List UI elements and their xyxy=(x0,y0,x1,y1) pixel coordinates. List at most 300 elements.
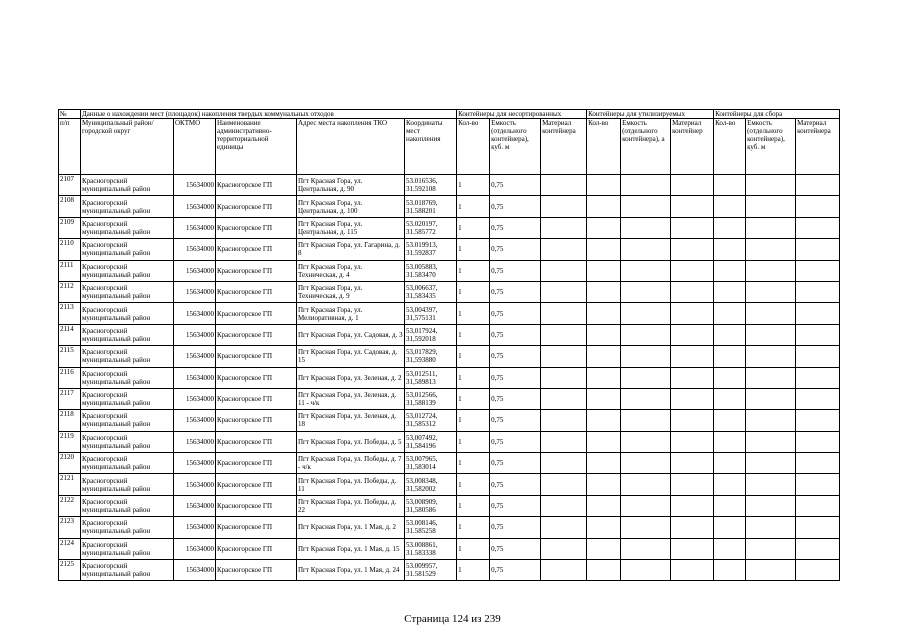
oktmo-cell: 15634000 xyxy=(174,410,216,431)
oktmo-cell: 15634000 xyxy=(174,453,216,474)
table-row xyxy=(59,538,840,559)
municipal-cell: Красногорский муниципальный район xyxy=(81,474,174,495)
capacity-unsorted-cell: 0,75 xyxy=(490,260,541,281)
capacity-unsorted-cell: 0,75 xyxy=(490,281,541,302)
capacity-recycle-cell xyxy=(621,367,671,388)
qty-collect-cell xyxy=(714,346,746,367)
table-row xyxy=(59,388,840,409)
address-cell: Пгт Красная Гора, ул. 1 Мая, д. 24 xyxy=(297,560,405,581)
capacity-recycle-cell xyxy=(621,260,671,281)
admin-unit-cell: Красногорское ГП xyxy=(216,560,297,581)
qty-recycle-cell xyxy=(587,517,621,538)
address-cell: Пгт Красная Гора, ул. 1 Мая, д. 2 xyxy=(297,517,405,538)
capacity-unsorted-cell: 0,75 xyxy=(490,474,541,495)
qty-unsorted-cell: 1 xyxy=(457,410,490,431)
capacity-recycle-cell xyxy=(621,346,671,367)
admin-unit-cell: Красногорское ГП xyxy=(216,281,297,302)
material-unsorted-cell xyxy=(541,453,587,474)
material-recycle-cell xyxy=(671,303,714,324)
qty-unsorted-cell: 1 xyxy=(457,517,490,538)
row-number: 2125 xyxy=(59,560,81,581)
qty-unsorted-cell: 1 xyxy=(457,431,490,452)
material-collect-cell xyxy=(796,538,840,559)
capacity-collect-cell xyxy=(746,474,796,495)
table-row xyxy=(59,474,840,495)
address-cell: Пгт Красная Гора, ул. Гагарина, д. 8 xyxy=(297,239,405,260)
capacity-collect-cell xyxy=(746,346,796,367)
row-number: 2116 xyxy=(59,367,81,388)
admin-unit-cell: Красногорское ГП xyxy=(216,538,297,559)
material-recycle-cell xyxy=(671,281,714,302)
coords-cell: 53.016536, 31.592108 xyxy=(405,175,457,196)
capacity-collect-cell xyxy=(746,495,796,516)
municipal-cell: Красногорский муниципальный район xyxy=(81,196,174,217)
header-material-unsorted: Материал контейнера xyxy=(541,119,587,175)
coords-cell: 53,004397, 31,575131 xyxy=(405,303,457,324)
admin-unit-cell: Красногорское ГП xyxy=(216,495,297,516)
table-row xyxy=(59,560,840,581)
capacity-unsorted-cell: 0,75 xyxy=(490,217,541,238)
qty-collect-cell xyxy=(714,324,746,345)
capacity-unsorted-cell: 0,75 xyxy=(490,495,541,516)
header-no: № xyxy=(59,110,81,119)
row-number: 2114 xyxy=(59,324,81,345)
oktmo-cell: 15634000 xyxy=(174,239,216,260)
capacity-collect-cell xyxy=(746,388,796,409)
qty-recycle-cell xyxy=(587,410,621,431)
material-unsorted-cell xyxy=(541,239,587,260)
row-number: 2112 xyxy=(59,281,81,302)
row-number: 2115 xyxy=(59,346,81,367)
qty-unsorted-cell: 1 xyxy=(457,260,490,281)
capacity-collect-cell xyxy=(746,560,796,581)
material-collect-cell xyxy=(796,474,840,495)
row-number: 2118 xyxy=(59,410,81,431)
table-row xyxy=(59,281,840,302)
qty-recycle-cell xyxy=(587,367,621,388)
admin-unit-cell: Красногорское ГП xyxy=(216,196,297,217)
capacity-unsorted-cell: 0,75 xyxy=(490,239,541,260)
admin-unit-cell: Красногорское ГП xyxy=(216,260,297,281)
qty-collect-cell xyxy=(714,196,746,217)
table-row xyxy=(59,217,840,238)
coords-cell: 53,017829, 31,593880 xyxy=(405,346,457,367)
row-number: 2119 xyxy=(59,431,81,452)
material-unsorted-cell xyxy=(541,410,587,431)
qty-collect-cell xyxy=(714,431,746,452)
material-collect-cell xyxy=(796,281,840,302)
header-capacity-collect: Емкость (отдельного контейнера), куб. м xyxy=(746,119,796,175)
table-row xyxy=(59,324,840,345)
municipal-cell: Красногорский муниципальный район xyxy=(81,346,174,367)
capacity-unsorted-cell: 0,75 xyxy=(490,346,541,367)
coords-cell: 53,017924, 31,592018 xyxy=(405,324,457,345)
address-cell: Пгт Красная Гора, ул. Центральная, д. 100 xyxy=(297,196,405,217)
capacity-recycle-cell xyxy=(621,495,671,516)
capacity-collect-cell xyxy=(746,538,796,559)
admin-unit-cell: Красногорское ГП xyxy=(216,517,297,538)
admin-unit-cell: Красногорское ГП xyxy=(216,346,297,367)
header-coords: Координаты мест накопления xyxy=(405,119,457,175)
qty-unsorted-cell: 1 xyxy=(457,560,490,581)
header-admin-unit: Наименование административно-территориальной единицы xyxy=(216,119,297,175)
coords-cell: 53,008348, 31,582002 xyxy=(405,474,457,495)
oktmo-cell: 15634000 xyxy=(174,324,216,345)
qty-collect-cell xyxy=(714,388,746,409)
municipal-cell: Красногорский муниципальный район xyxy=(81,453,174,474)
admin-unit-cell: Красногорское ГП xyxy=(216,453,297,474)
material-unsorted-cell xyxy=(541,303,587,324)
coords-cell: 53,012511, 31,589813 xyxy=(405,367,457,388)
row-number: 2113 xyxy=(59,303,81,324)
qty-unsorted-cell: 1 xyxy=(457,453,490,474)
address-cell: Пгт Красная Гора, ул. Победы, д. 5 xyxy=(297,431,405,452)
material-collect-cell xyxy=(796,410,840,431)
admin-unit-cell: Красногорское ГП xyxy=(216,239,297,260)
header-municipal: Муниципальный район/городской округ xyxy=(81,119,174,175)
capacity-recycle-cell xyxy=(621,474,671,495)
material-recycle-cell xyxy=(671,388,714,409)
capacity-collect-cell xyxy=(746,410,796,431)
capacity-recycle-cell xyxy=(621,560,671,581)
capacity-unsorted-cell: 0,75 xyxy=(490,175,541,196)
address-cell: Пгт Красная Гора, ул. Зеленая, д. 11 - ч/к xyxy=(297,388,405,409)
coords-cell: 53.019913, 31.592837 xyxy=(405,239,457,260)
qty-unsorted-cell: 1 xyxy=(457,196,490,217)
material-collect-cell xyxy=(796,196,840,217)
qty-recycle-cell xyxy=(587,346,621,367)
table-row xyxy=(59,260,840,281)
qty-collect-cell xyxy=(714,538,746,559)
municipal-cell: Красногорский муниципальный район xyxy=(81,217,174,238)
address-cell: Пгт Красная Гора, ул. 1 Мая, д. 15 xyxy=(297,538,405,559)
municipal-cell: Красногорский муниципальный район xyxy=(81,538,174,559)
row-number: 2110 xyxy=(59,239,81,260)
address-cell: Пгт Красная Гора, ул. Зеленая, д. 18 xyxy=(297,410,405,431)
qty-recycle-cell xyxy=(587,217,621,238)
capacity-collect-cell xyxy=(746,196,796,217)
qty-recycle-cell xyxy=(587,175,621,196)
header-material-collect: Материал контейнера xyxy=(796,119,840,175)
capacity-unsorted-cell: 0,75 xyxy=(490,453,541,474)
oktmo-cell: 15634000 xyxy=(174,346,216,367)
material-unsorted-cell xyxy=(541,196,587,217)
municipal-cell: Красногорский муниципальный район xyxy=(81,367,174,388)
material-recycle-cell xyxy=(671,495,714,516)
header-oktmo: ОКТМО xyxy=(174,119,216,175)
qty-unsorted-cell: 1 xyxy=(457,217,490,238)
municipal-cell: Красногорский муниципальный район xyxy=(81,388,174,409)
header-address: Адрес места накопления ТКО xyxy=(297,119,405,175)
municipal-cell: Красногорский муниципальный район xyxy=(81,324,174,345)
qty-recycle-cell xyxy=(587,388,621,409)
address-cell: Пгт Красная Гора, ул. Победы, д. 11 xyxy=(297,474,405,495)
capacity-recycle-cell xyxy=(621,217,671,238)
material-collect-cell xyxy=(796,346,840,367)
header-collect-group: Контейнеры для сбора xyxy=(714,110,840,119)
header-material-recycle: Материал контейнер xyxy=(671,119,714,175)
material-unsorted-cell xyxy=(541,560,587,581)
municipal-cell: Красногорский муниципальный район xyxy=(81,281,174,302)
qty-recycle-cell xyxy=(587,495,621,516)
material-recycle-cell xyxy=(671,538,714,559)
qty-collect-cell xyxy=(714,410,746,431)
capacity-collect-cell xyxy=(746,239,796,260)
material-recycle-cell xyxy=(671,517,714,538)
coords-cell: 53,008909, 31,580586 xyxy=(405,495,457,516)
qty-collect-cell xyxy=(714,517,746,538)
material-unsorted-cell xyxy=(541,517,587,538)
material-recycle-cell xyxy=(671,175,714,196)
coords-cell: 53.005883, 31.583470 xyxy=(405,260,457,281)
qty-collect-cell xyxy=(714,453,746,474)
oktmo-cell: 15634000 xyxy=(174,196,216,217)
qty-collect-cell xyxy=(714,175,746,196)
qty-unsorted-cell: 1 xyxy=(457,495,490,516)
coords-cell: 53.009957, 31.581529 xyxy=(405,560,457,581)
oktmo-cell: 15634000 xyxy=(174,431,216,452)
row-number: 2123 xyxy=(59,517,81,538)
capacity-recycle-cell xyxy=(621,517,671,538)
material-unsorted-cell xyxy=(541,367,587,388)
header-places-group: Данные о нахождении мест (площадок) накопления твердых коммунальных отходов xyxy=(81,110,457,119)
qty-collect-cell xyxy=(714,367,746,388)
qty-unsorted-cell: 1 xyxy=(457,175,490,196)
row-number: 2108 xyxy=(59,196,81,217)
table-row xyxy=(59,239,840,260)
qty-recycle-cell xyxy=(587,474,621,495)
qty-collect-cell xyxy=(714,260,746,281)
coords-cell: 53,007965, 31,583014 xyxy=(405,453,457,474)
address-cell: Пгт Красная Гора, ул. Садовая, д. 15 xyxy=(297,346,405,367)
qty-recycle-cell xyxy=(587,303,621,324)
table-row xyxy=(59,517,840,538)
capacity-recycle-cell xyxy=(621,431,671,452)
coords-cell: 53.008861, 31.583338 xyxy=(405,538,457,559)
oktmo-cell: 15634000 xyxy=(174,495,216,516)
capacity-unsorted-cell: 0,75 xyxy=(490,388,541,409)
admin-unit-cell: Красногорское ГП xyxy=(216,388,297,409)
coords-cell: 53,012566, 31,588139 xyxy=(405,388,457,409)
capacity-collect-cell xyxy=(746,260,796,281)
municipal-cell: Красногорский муниципальный район xyxy=(81,260,174,281)
capacity-collect-cell xyxy=(746,517,796,538)
material-recycle-cell xyxy=(671,324,714,345)
admin-unit-cell: Красногорское ГП xyxy=(216,175,297,196)
capacity-recycle-cell xyxy=(621,175,671,196)
coords-cell: 53,006637, 31,583435 xyxy=(405,281,457,302)
municipal-cell: Красногорский муниципальный район xyxy=(81,410,174,431)
material-unsorted-cell xyxy=(541,346,587,367)
header-pp: п/п xyxy=(59,119,81,175)
material-collect-cell xyxy=(796,324,840,345)
capacity-unsorted-cell: 0,75 xyxy=(490,367,541,388)
material-recycle-cell xyxy=(671,217,714,238)
qty-unsorted-cell: 1 xyxy=(457,474,490,495)
material-unsorted-cell xyxy=(541,474,587,495)
capacity-collect-cell xyxy=(746,453,796,474)
qty-recycle-cell xyxy=(587,431,621,452)
material-unsorted-cell xyxy=(541,324,587,345)
capacity-unsorted-cell: 0,75 xyxy=(490,303,541,324)
qty-collect-cell xyxy=(714,239,746,260)
material-collect-cell xyxy=(796,303,840,324)
material-unsorted-cell xyxy=(541,175,587,196)
capacity-recycle-cell xyxy=(621,388,671,409)
row-number: 2120 xyxy=(59,453,81,474)
table-row xyxy=(59,495,840,516)
municipal-cell: Красногорский муниципальный район xyxy=(81,431,174,452)
capacity-collect-cell xyxy=(746,175,796,196)
capacity-recycle-cell xyxy=(621,410,671,431)
coords-cell: 53,007492, 31,584196 xyxy=(405,431,457,452)
municipal-cell: Красногорский муниципальный район xyxy=(81,560,174,581)
coords-cell: 53.008146, 31.585258 xyxy=(405,517,457,538)
material-collect-cell xyxy=(796,388,840,409)
qty-recycle-cell xyxy=(587,196,621,217)
row-number: 2122 xyxy=(59,495,81,516)
qty-recycle-cell xyxy=(587,239,621,260)
qty-unsorted-cell: 1 xyxy=(457,303,490,324)
material-recycle-cell xyxy=(671,346,714,367)
material-recycle-cell xyxy=(671,560,714,581)
oktmo-cell: 15634000 xyxy=(174,388,216,409)
header-unsorted-group: Контейнеры для несортированных xyxy=(457,110,587,119)
qty-collect-cell xyxy=(714,495,746,516)
qty-unsorted-cell: 1 xyxy=(457,346,490,367)
capacity-unsorted-cell: 0,75 xyxy=(490,560,541,581)
header-qty-recycle: Кол-во xyxy=(587,119,621,175)
row-number: 2124 xyxy=(59,538,81,559)
material-collect-cell xyxy=(796,367,840,388)
qty-collect-cell xyxy=(714,474,746,495)
material-recycle-cell xyxy=(671,474,714,495)
capacity-unsorted-cell: 0,75 xyxy=(490,196,541,217)
address-cell: Пгт Красная Гора, ул. Садовая, д. 3 xyxy=(297,324,405,345)
table-row xyxy=(59,175,840,196)
qty-collect-cell xyxy=(714,303,746,324)
address-cell: Пгт Красная Гора, ул. Центральная, д. 115 xyxy=(297,217,405,238)
capacity-collect-cell xyxy=(746,367,796,388)
table-row xyxy=(59,410,840,431)
qty-unsorted-cell: 1 xyxy=(457,367,490,388)
oktmo-cell: 15634000 xyxy=(174,175,216,196)
qty-unsorted-cell: 1 xyxy=(457,239,490,260)
capacity-unsorted-cell: 0,75 xyxy=(490,538,541,559)
capacity-recycle-cell xyxy=(621,453,671,474)
header-row-columns xyxy=(59,119,840,175)
address-cell: Пгт Красная Гора, ул. Центральная, д. 90 xyxy=(297,175,405,196)
qty-unsorted-cell: 1 xyxy=(457,324,490,345)
capacity-recycle-cell xyxy=(621,324,671,345)
qty-unsorted-cell: 1 xyxy=(457,388,490,409)
qty-recycle-cell xyxy=(587,538,621,559)
material-collect-cell xyxy=(796,217,840,238)
material-recycle-cell xyxy=(671,239,714,260)
material-recycle-cell xyxy=(671,453,714,474)
material-collect-cell xyxy=(796,560,840,581)
address-cell: Пгт Красная Гора, ул. Техническая, д. 4 xyxy=(297,260,405,281)
capacity-unsorted-cell: 0,75 xyxy=(490,431,541,452)
capacity-unsorted-cell: 0,75 xyxy=(490,324,541,345)
qty-collect-cell xyxy=(714,560,746,581)
oktmo-cell: 15634000 xyxy=(174,281,216,302)
material-collect-cell xyxy=(796,431,840,452)
row-number: 2109 xyxy=(59,217,81,238)
address-cell: Пгт Красная Гора, ул. Зеленая, д. 2 xyxy=(297,367,405,388)
admin-unit-cell: Красногорское ГП xyxy=(216,303,297,324)
header-qty-unsorted: Кол-во xyxy=(457,119,490,175)
page-footer: Страница 124 из 239 xyxy=(404,613,501,625)
material-unsorted-cell xyxy=(541,431,587,452)
qty-recycle-cell xyxy=(587,453,621,474)
address-cell: Пгт Красная Гора, ул. Техническая, д. 9 xyxy=(297,281,405,302)
qty-unsorted-cell: 1 xyxy=(457,538,490,559)
material-collect-cell xyxy=(796,239,840,260)
municipal-cell: Красногорский муниципальный район xyxy=(81,175,174,196)
qty-recycle-cell xyxy=(587,260,621,281)
municipal-cell: Красногорский муниципальный район xyxy=(81,517,174,538)
oktmo-cell: 15634000 xyxy=(174,560,216,581)
material-unsorted-cell xyxy=(541,281,587,302)
capacity-recycle-cell xyxy=(621,239,671,260)
capacity-collect-cell xyxy=(746,303,796,324)
qty-collect-cell xyxy=(714,217,746,238)
admin-unit-cell: Красногорское ГП xyxy=(216,324,297,345)
table-row xyxy=(59,346,840,367)
admin-unit-cell: Красногорское ГП xyxy=(216,410,297,431)
row-number: 2107 xyxy=(59,175,81,196)
material-collect-cell xyxy=(796,175,840,196)
municipal-cell: Красногорский муниципальный район xyxy=(81,303,174,324)
material-unsorted-cell xyxy=(541,388,587,409)
header-capacity-unsorted: Емкость (отдельного контейнера), куб. м xyxy=(490,119,541,175)
coords-cell: 53.018769, 31.588201 xyxy=(405,196,457,217)
capacity-unsorted-cell: 0,75 xyxy=(490,517,541,538)
table-row xyxy=(59,196,840,217)
oktmo-cell: 15634000 xyxy=(174,517,216,538)
municipal-cell: Красногорский муниципальный район xyxy=(81,495,174,516)
coords-cell: 53.020197, 31.585772 xyxy=(405,217,457,238)
capacity-recycle-cell xyxy=(621,196,671,217)
material-recycle-cell xyxy=(671,410,714,431)
material-unsorted-cell xyxy=(541,217,587,238)
header-row-groups xyxy=(59,110,840,119)
address-cell: Пгт Красная Гора, ул. Мелиоративная, д. 1 xyxy=(297,303,405,324)
table-row xyxy=(59,367,840,388)
material-recycle-cell xyxy=(671,196,714,217)
municipal-cell: Красногорский муниципальный район xyxy=(81,239,174,260)
oktmo-cell: 15634000 xyxy=(174,260,216,281)
qty-recycle-cell xyxy=(587,324,621,345)
address-cell: Пгт Красная Гора, ул. Победы, д. 7 - ч/к xyxy=(297,453,405,474)
qty-unsorted-cell: 1 xyxy=(457,281,490,302)
oktmo-cell: 15634000 xyxy=(174,538,216,559)
table-row xyxy=(59,431,840,452)
qty-collect-cell xyxy=(714,281,746,302)
material-collect-cell xyxy=(796,260,840,281)
row-number: 2111 xyxy=(59,260,81,281)
material-recycle-cell xyxy=(671,367,714,388)
oktmo-cell: 15634000 xyxy=(174,367,216,388)
capacity-collect-cell xyxy=(746,281,796,302)
row-number: 2117 xyxy=(59,388,81,409)
material-unsorted-cell xyxy=(541,260,587,281)
admin-unit-cell: Красногорское ГП xyxy=(216,474,297,495)
header-qty-collect: Кол-во xyxy=(714,119,746,175)
capacity-recycle-cell xyxy=(621,281,671,302)
oktmo-cell: 15634000 xyxy=(174,474,216,495)
